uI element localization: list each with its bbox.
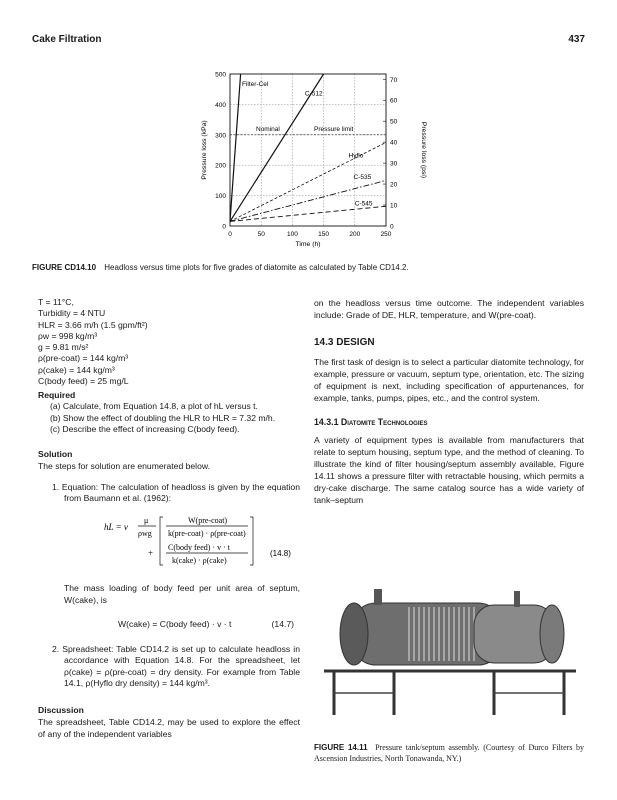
x-tick-label: 100 [286, 231, 298, 238]
y-right-tick-label: 70 [390, 76, 398, 84]
section-text: The first task of design is to select a particular diatomite technology, for example, pressure or vacuum, septum type, orientation, etc. The sizing of equipment is next, including specification of appurtenances, for example, tanks, pumps, pipes, etc., and the control system. [314, 357, 584, 403]
subsection-text: A variety of equipment types is available from manufacturers that relate to septum housing, septum type, and the method of cleaning. To illustrate the kind of filter housing/septum assembly available, Figure 14.11 shows a pressure filter with retractable housing, which permits a dry-cake discharge. The same catalog source has a wide variety of tank–septum [314, 435, 584, 505]
y-right-tick-label: 10 [390, 202, 398, 210]
x-axis-title: Time (h) [295, 241, 321, 248]
x-tick-label: 50 [257, 231, 265, 238]
step-1: 1. Equation: The calculation of headloss is given by the equation from Baumann et al. (1962): [52, 481, 300, 504]
figure-caption [32, 263, 592, 272]
given-item: HLR = 3.66 m/h (1.5 gpm/ft²) [38, 319, 148, 330]
eq-term1-den: k(pre-coat) · ρ(pre-coat) [168, 528, 246, 538]
required-list [38, 401, 300, 436]
eq-number: (14.8) [270, 548, 291, 558]
required-title: Required [38, 390, 76, 401]
y-right-tick-label: 20 [390, 181, 398, 189]
figure2-label: FIGURE 14.11 [314, 743, 368, 752]
nominal-label: Nominal [256, 125, 280, 133]
given-item: Turbidity = 4 NTU [38, 308, 106, 319]
y-left-tick-label: 300 [215, 132, 226, 140]
y-right-tick-label: 50 [390, 118, 398, 126]
eq-term2-den: k(cake) · ρ(cake) [172, 555, 227, 565]
eq-term2-num: C(body feed) · v · t [168, 542, 230, 552]
y-right-tick-label: 30 [390, 160, 398, 168]
y-right-axis-title: Pressure loss (psi) [420, 121, 427, 179]
y-left-tick-label: 200 [215, 162, 226, 170]
eq-lhs: hL = v [104, 521, 128, 532]
x-tick-label: 200 [349, 231, 361, 238]
required-item: (c) Describe the effect of increasing C(body feed). [50, 424, 240, 435]
y-left-tick-label: 400 [215, 101, 226, 109]
series-label: Filter-Cel [242, 81, 269, 89]
headloss-chart [194, 66, 434, 258]
series-label: Hyflo [348, 152, 364, 160]
step-2: 2. Spreadsheet: Table CD14.2 is set up to calculate headloss in accordance with Equation 14.8. For the spreadsheet, let ρ(cake) = ρ(pre-coat) = dry density. For example from Table 14.1, ρ(Hyflo dry density) = 144 kg/m³. [52, 643, 300, 689]
given-item: ρ(cake) = 144 kg/m³ [38, 364, 115, 375]
y-left-tick-label: 100 [215, 193, 226, 201]
discussion-text: The spreadsheet, Table CD14.2, may be used to explore the effect of any of the independent variables [38, 716, 300, 739]
series-label: C-535 [353, 173, 372, 181]
given-item: T = 11°C, [38, 297, 74, 307]
equation-14-8 [38, 509, 300, 569]
given-item: ρ(pre-coat) = 144 kg/m³ [38, 353, 129, 364]
eq147-text: W(cake) = C(body feed) · v · t [118, 618, 232, 629]
y-left-axis-title: Pressure loss (kPa) [201, 120, 208, 180]
figure-14-11-caption [314, 742, 584, 764]
discussion-title: Discussion [38, 704, 84, 715]
given-list [38, 297, 300, 387]
y-left-tick-label: 500 [215, 71, 226, 79]
section-title: 14.3 DESIGN [314, 337, 375, 348]
required-item: (b) Show the effect of doubling the HLR to HLR = 7.32 m/h. [50, 412, 276, 423]
given-item: C(body feed) = 25 mg/L [38, 376, 129, 387]
equation-14-7 [38, 618, 300, 630]
pressure-tank-photo [314, 575, 584, 725]
y-right-tick-label: 40 [390, 139, 398, 147]
series-line [230, 74, 241, 221]
y-left-tick-label: 0 [222, 223, 226, 231]
given-item: g = 9.81 m/s² [38, 342, 89, 353]
figure-caption-text: Headloss versus time plots for five grades of diatomite as calculated by Table CD14.2. [104, 263, 409, 272]
subsection-title: 14.3.1 Diatomite Technologies [314, 417, 428, 427]
eq-rho-g: ρwg [138, 528, 152, 538]
x-tick-label: 150 [318, 231, 330, 238]
series-label: C-512 [304, 90, 323, 98]
eq-term1-num: W(pre-coat) [188, 515, 228, 525]
page-number: 437 [568, 34, 585, 45]
solution-intro: The steps for solution are enumerated below. [38, 460, 210, 471]
right-column [314, 297, 584, 506]
left-column [38, 297, 300, 740]
figure-label: FIGURE CD14.10 [32, 263, 97, 272]
given-item: ρw = 998 kg/m³ [38, 330, 98, 341]
mass-loading-text: The mass loading of body feed per unit area of septum, W(cake), is [64, 582, 300, 605]
x-tick-label: 0 [228, 231, 232, 238]
series-label: C-545 [354, 200, 373, 208]
pressure-limit-label: Pressure limit [314, 125, 354, 133]
required-item: (a) Calculate, from Equation 14.8, a plot of hL versus t. [50, 401, 258, 412]
eq-plus: + [148, 547, 154, 558]
series-line [230, 206, 386, 221]
running-head: Cake Filtration [32, 34, 102, 45]
y-right-tick-label: 60 [390, 97, 398, 105]
eq147-number: (14.7) [271, 618, 294, 629]
y-right-tick-label: 0 [390, 223, 394, 231]
x-tick-label: 250 [380, 231, 392, 238]
figure2-caption-text: Pressure tank/septum assembly. (Courtesy of Durco Filters by Ascension Industries, North Tonawanda, NY.) [314, 743, 584, 763]
right-intro: on the headloss versus time outcome. The independent variables include: Grade of DE, HLR, temperature, and W(pre-coat). [314, 298, 584, 320]
solution-title: Solution [38, 448, 73, 459]
eq-mu: μ [144, 515, 149, 525]
